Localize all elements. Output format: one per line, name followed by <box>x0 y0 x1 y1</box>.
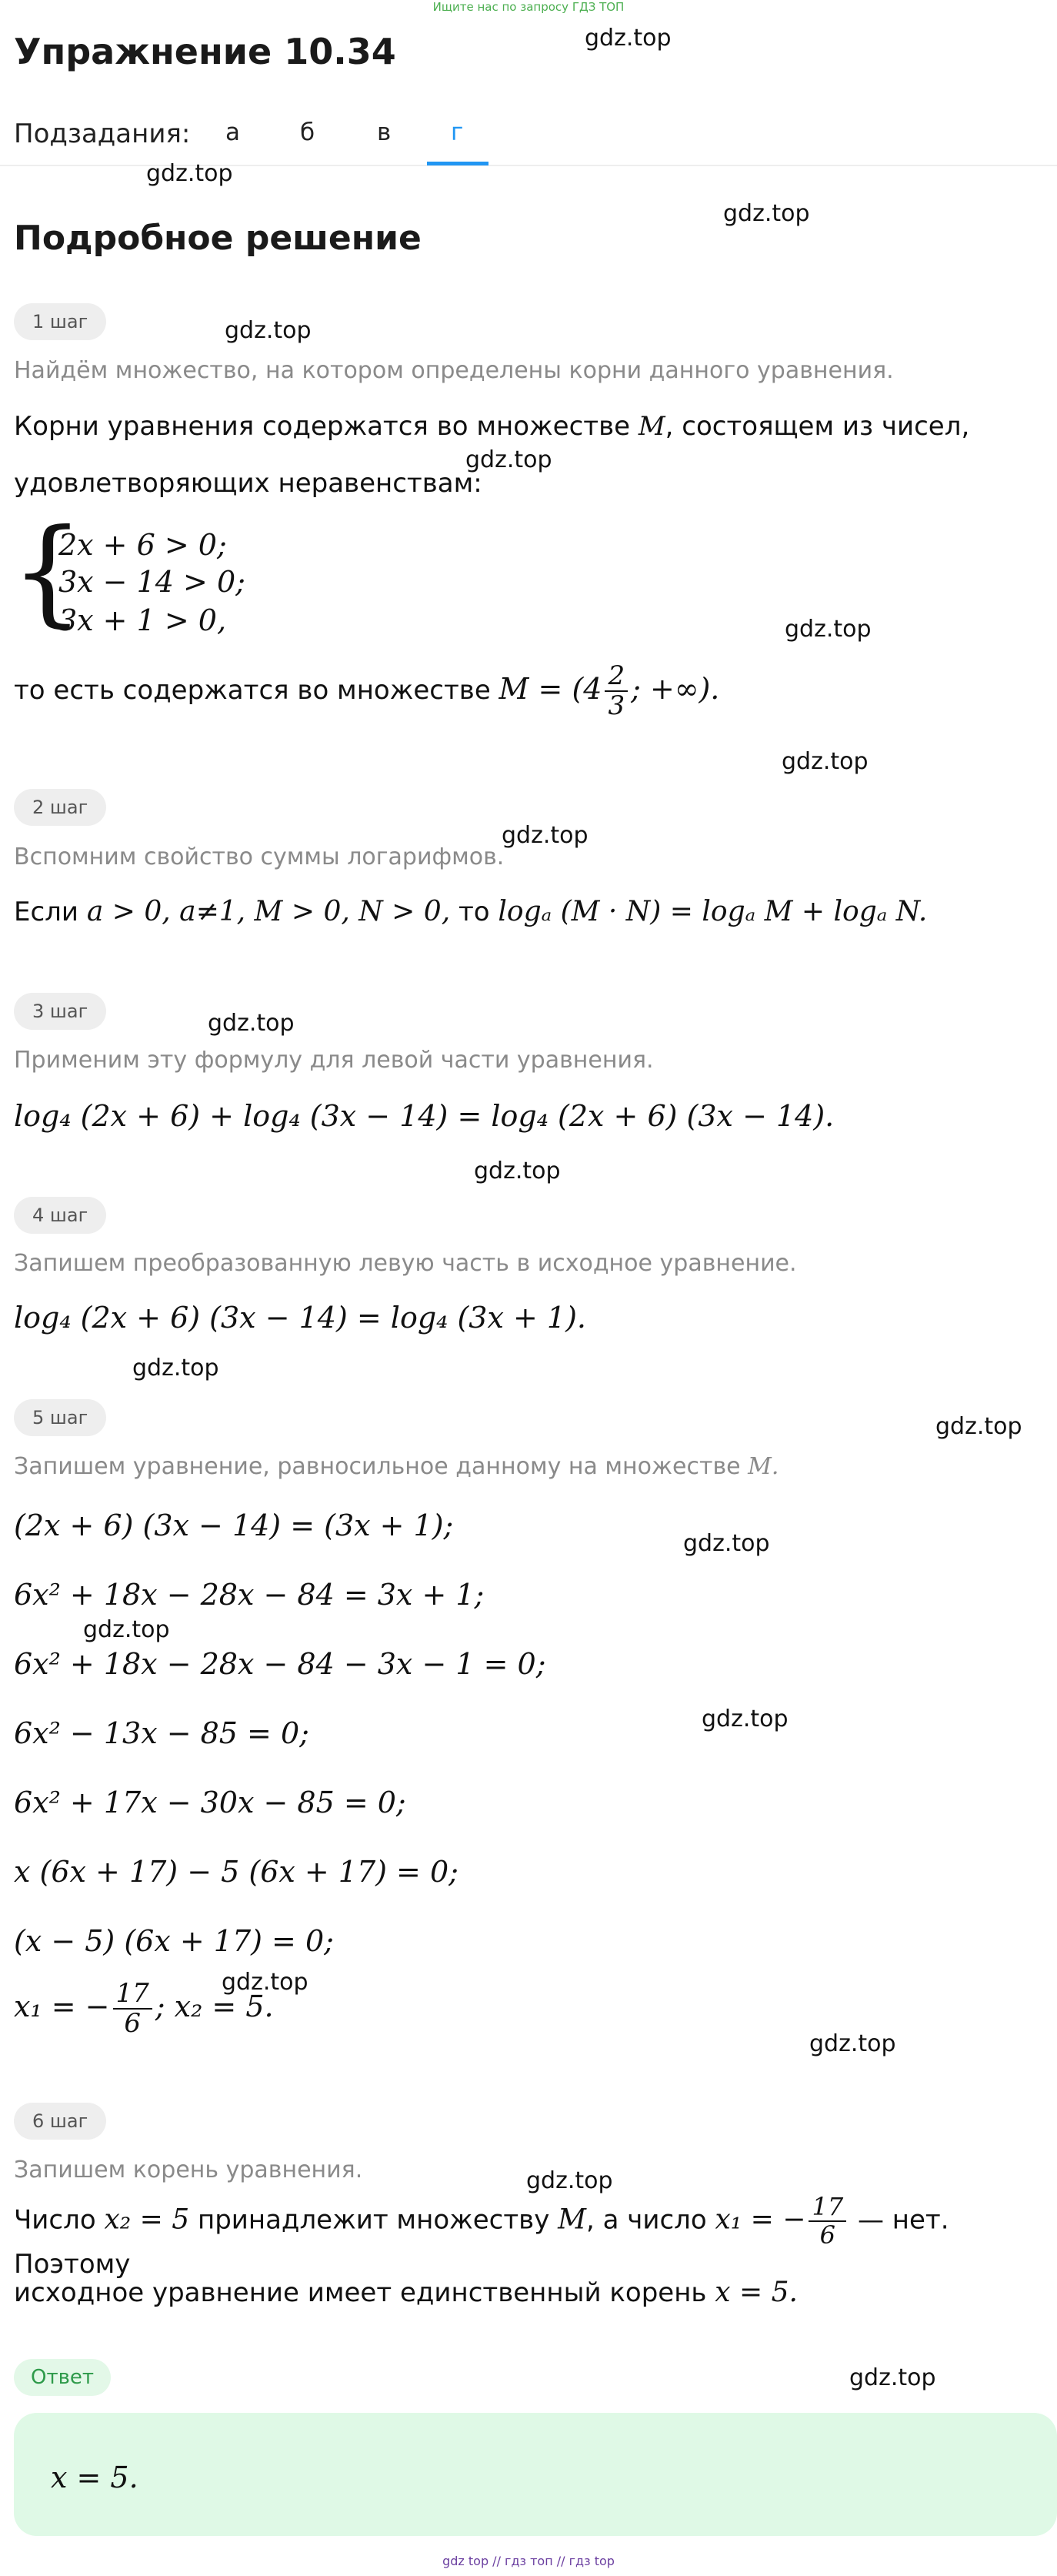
text: Корни уравнения содержатся во множестве <box>14 411 639 442</box>
watermark: gdz.top <box>146 160 233 187</box>
text: то <box>450 897 498 927</box>
final-root: x = 5. <box>715 2277 798 2308</box>
watermark: gdz.top <box>723 200 810 227</box>
set-eq: M = (4 <box>498 671 602 706</box>
step-5-eq-2: 6x² + 18x − 28x − 84 = 3x + 1; <box>14 1578 485 1612</box>
system-brace: { <box>11 505 85 639</box>
text: принадлежит множеству <box>189 2204 559 2236</box>
watermark: gdz.top <box>782 748 869 775</box>
step-5-badge: 5 шаг <box>14 1399 106 1436</box>
step-4-badge: 4 шаг <box>14 1197 106 1234</box>
frac-den: 3 <box>608 690 625 722</box>
watermark: gdz.top <box>83 1616 170 1643</box>
step-1-hint: Найдём множество, на котором определены корни данного уравнения. <box>14 357 894 384</box>
step-6-badge: 6 шаг <box>14 2103 106 2140</box>
step-5-hint <box>14 1453 779 1480</box>
step-5-roots <box>14 1980 274 2039</box>
math-m: M. <box>748 1453 779 1480</box>
tabs-label: Подзадания: <box>14 119 191 149</box>
watermark: gdz.top <box>208 1010 295 1037</box>
watermark: gdz.top <box>502 822 589 849</box>
root-1: x₁ = − <box>14 1989 110 2023</box>
tab-b[interactable]: б <box>300 119 315 146</box>
log-formula: logₐ (M · N) = logₐ M + logₐ N. <box>498 896 928 927</box>
footer-links[interactable]: gdz top // гдз топ // гдз top <box>442 2554 615 2568</box>
step-3-hint: Применим эту формулу для левой части уравнения. <box>14 1047 654 1074</box>
text: Число <box>14 2204 105 2236</box>
step-2-badge: 2 шаг <box>14 789 106 826</box>
step-1-line-2: удовлетворяющих неравенствам: <box>14 468 482 499</box>
text: то есть содержатся во множестве <box>14 674 499 706</box>
step-6-hint: Запишем корень уравнения. <box>14 2157 363 2183</box>
active-tab-indicator <box>427 162 488 165</box>
watermark: gdz.top <box>785 616 872 643</box>
step-4-equation: log₄ (2x + 6) (3x − 14) = log₄ (3x + 1). <box>14 1301 586 1335</box>
text: , состоящем из чисел, <box>665 411 970 442</box>
frac-num: 17 <box>809 2193 846 2222</box>
text: — нет. Поэтому <box>14 2204 949 2280</box>
step-5-eq-6: x (6x + 17) − 5 (6x + 17) = 0; <box>14 1855 458 1889</box>
answer-value: x = 5. <box>51 2461 138 2494</box>
watermark: gdz.top <box>702 1706 789 1732</box>
set-end: ; +∞). <box>631 671 720 706</box>
step-5-eq-1: (2x + 6) (3x − 14) = (3x + 1); <box>14 1509 454 1542</box>
step-2-formula <box>14 896 927 927</box>
step-3-equation: log₄ (2x + 6) + log₄ (3x − 14) = log₄ (2x + 6) (3x − 14). <box>14 1099 835 1133</box>
watermark: gdz.top <box>585 25 672 52</box>
math-x2: x₂ = 5 <box>104 2203 190 2236</box>
step-1-line-1 <box>14 411 969 442</box>
step-6-line-1 <box>14 2193 1057 2280</box>
step-6-line-2 <box>14 2277 798 2308</box>
watermark: gdz.top <box>465 446 552 473</box>
watermark: gdz.top <box>849 2364 936 2391</box>
text: исходное уравнение имеет единственный корень <box>14 2277 715 2308</box>
root-2: ; x₂ = 5. <box>155 1989 274 2023</box>
watermark: gdz.top <box>683 1530 770 1557</box>
step-1-conclusion <box>14 662 719 721</box>
fraction <box>605 662 628 721</box>
frac-num: 17 <box>113 1980 152 2010</box>
step-5-eq-3: 6x² + 18x − 28x − 84 − 3x − 1 = 0; <box>14 1647 546 1681</box>
answer-box <box>14 2413 1057 2536</box>
watermark: gdz.top <box>222 1969 308 1996</box>
step-3-badge: 3 шаг <box>14 993 106 1030</box>
fraction <box>809 2193 846 2249</box>
math-m: M <box>558 2203 587 2236</box>
step-5-eq-5: 6x² + 17x − 30x − 85 = 0; <box>14 1786 406 1819</box>
page-title: Упражнение 10.34 <box>14 31 396 72</box>
step-5-eq-7: (x − 5) (6x + 17) = 0; <box>14 1924 334 1958</box>
math-x1: x₁ = − <box>715 2203 806 2236</box>
step-4-hint: Запишем преобразованную левую часть в исходное уравнение. <box>14 1250 797 1277</box>
step-5-eq-4: 6x² − 13x − 85 = 0; <box>14 1716 309 1750</box>
watermark: gdz.top <box>474 1158 561 1184</box>
tab-g[interactable]: г <box>451 119 464 146</box>
frac-den: 6 <box>819 2220 835 2250</box>
watermark: gdz.top <box>526 2167 613 2194</box>
watermark: gdz.top <box>225 317 312 344</box>
frac-den: 6 <box>124 2008 141 2040</box>
watermark: gdz.top <box>132 1355 219 1382</box>
text: Запишем уравнение, равносильное данному на множестве <box>14 1453 749 1480</box>
conditions: a > 0, a≠1, M > 0, N > 0, <box>86 896 451 927</box>
system-ineq-1: 2x + 6 > 0; <box>58 528 227 562</box>
system-ineq-2: 3x − 14 > 0; <box>58 565 245 599</box>
answer-badge: Ответ <box>14 2359 111 2396</box>
text: Если <box>14 897 87 927</box>
system-ineq-3: 3x + 1 > 0, <box>58 603 227 637</box>
tab-v[interactable]: в <box>377 119 392 146</box>
top-banner: Ищите нас по запросу ГДЗ ТОП <box>432 0 625 14</box>
step-2-hint: Вспомним свойство суммы логарифмов. <box>14 844 505 870</box>
section-title: Подробное решение <box>14 219 422 258</box>
watermark: gdz.top <box>935 1413 1022 1440</box>
tab-a[interactable]: а <box>225 119 240 146</box>
math-m: M <box>638 411 665 442</box>
watermark: gdz.top <box>809 2030 896 2057</box>
step-1-badge: 1 шаг <box>14 303 106 340</box>
text: , а число <box>586 2204 715 2236</box>
fraction <box>113 1980 152 2039</box>
subtask-tabs <box>0 108 1057 166</box>
frac-num: 2 <box>605 662 628 692</box>
